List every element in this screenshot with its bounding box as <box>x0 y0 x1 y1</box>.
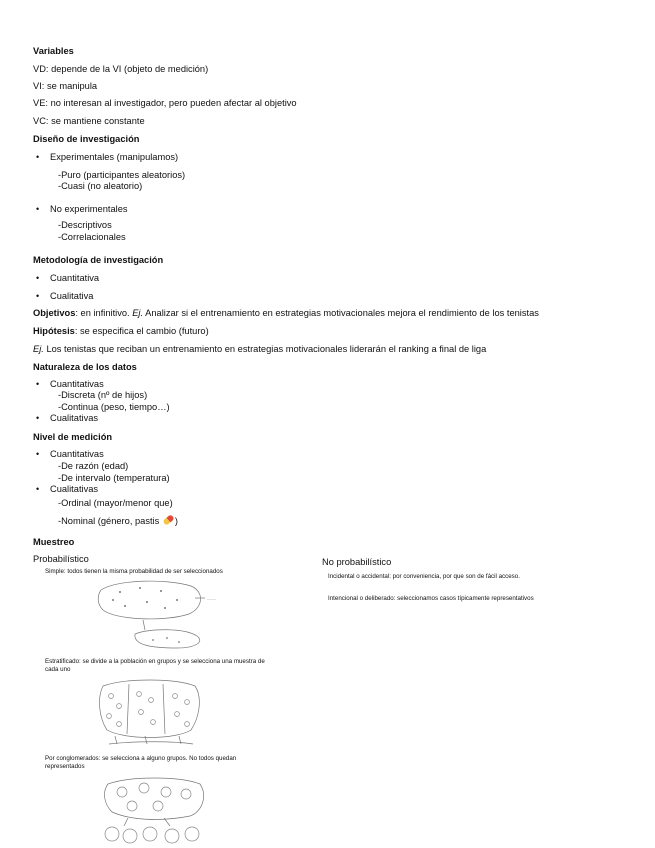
objetivos-ej: Ej. <box>132 308 144 318</box>
nominal-item <box>58 514 178 527</box>
variables-heading: Variables <box>33 46 74 56</box>
ordinal-item: -Ordinal (mayor/menor que) <box>58 498 173 508</box>
cualitativas-item: Cualitativas <box>50 413 99 423</box>
continua-item: -Continua (peso, tiempo…) <box>58 402 170 412</box>
muestreo-heading: Muestreo <box>33 537 75 547</box>
nominal-text: -Nominal (género, pastis <box>58 516 162 526</box>
conglomerados-caption-1: Por conglomerados: se selecciona a alguno grupos. No todos quedan <box>45 755 237 762</box>
descriptivos-item: -Descriptivos <box>58 220 112 230</box>
hipotesis-example <box>33 344 486 355</box>
cuasi-item: -Cuasi (no aleatorio) <box>58 181 143 191</box>
puro-item: -Puro (participantes aleatorios) <box>58 170 186 180</box>
probabilistico-label: Probabilístico <box>33 554 89 564</box>
bullet: • <box>36 204 40 214</box>
vi-line: VI: se manipula <box>33 81 98 91</box>
intencional-item: Intencional o deliberado: seleccionamos casos típicamente representativos <box>328 595 534 602</box>
bullet: • <box>36 413 40 423</box>
razon-item: -De razón (edad) <box>58 461 129 471</box>
simple-sampling-sketch <box>95 578 225 650</box>
naturaleza-heading: Naturaleza de los datos <box>33 362 137 372</box>
cualitativa-item: Cualitativa <box>50 291 94 301</box>
vc-line: VC: se mantiene constante <box>33 116 145 126</box>
bullet: • <box>36 449 40 459</box>
nivel-cuantitativas-item: Cuantitativas <box>50 449 104 459</box>
cuantitativa-item: Cuantitativa <box>50 273 100 283</box>
objetivos-line <box>33 308 539 319</box>
estratificado-caption-2: cada uno <box>45 666 71 673</box>
correlacionales-item: -Correlacionales <box>58 232 126 242</box>
bullet: • <box>36 152 40 162</box>
hipotesis-example-text: Los tenistas que reciban un entrenamiento en estrategias motivacionales liderarán el ranking a final de liga <box>43 344 487 354</box>
ve-line: VE: no interesan al investigador, pero pueden afectar al objetivo <box>33 98 297 108</box>
objetivos-text-b: Analizar si el entrenamiento en estrategias motivacionales mejora el rendimiento de los tenistas <box>143 308 539 318</box>
bullet: • <box>36 484 40 494</box>
nivel-cualitativas-item: Cualitativas <box>50 484 99 494</box>
no-probabilistico-label: No probabilístico <box>322 557 392 567</box>
stratified-sampling-sketch <box>95 678 205 750</box>
intervalo-item: -De intervalo (temperatura) <box>58 473 170 483</box>
hipotesis-ej: Ej. <box>33 344 44 354</box>
metodologia-heading: Metodología de investigación <box>33 255 164 265</box>
pill-emoji-icon <box>162 514 175 526</box>
hipotesis-line <box>33 326 209 337</box>
estratificado-caption-1: Estratificado: se divide a la población en grupos y se selecciona una muestra de <box>45 658 265 665</box>
bullet: • <box>36 291 40 301</box>
bullet: • <box>36 273 40 283</box>
experimentales-item: Experimentales (manipulamos) <box>50 152 179 162</box>
discreta-item: -Discreta (nº de hijos) <box>58 390 148 400</box>
vd-line: VD: depende de la VI (objeto de medición) <box>33 64 209 74</box>
bullet: • <box>36 379 40 389</box>
cuantitativas-item: Cuantitativas <box>50 379 104 389</box>
nominal-end: ) <box>174 516 178 526</box>
objetivos-text-a: : en infinitivo. <box>75 308 133 318</box>
simple-caption: Simple: todos tienen la misma probabilidad de ser seleccionados <box>45 568 223 575</box>
conglomerados-caption-2: representados <box>45 763 85 770</box>
incidental-item: Incidental o accidental: por conveniencia, por que son de fácil acceso. <box>328 573 520 580</box>
cluster-sampling-sketch <box>100 774 210 844</box>
nivel-heading: Nivel de medición <box>33 432 113 442</box>
hipotesis-label: Hipótesis <box>33 326 75 336</box>
hipotesis-text: : se especifica el cambio (futuro) <box>74 326 209 336</box>
svg-text:———: ——— <box>207 597 216 601</box>
objetivos-label: Objetivos <box>33 308 76 318</box>
diseno-heading: Diseño de investigación <box>33 134 140 144</box>
no-experimentales-item: No experimentales <box>50 204 128 214</box>
